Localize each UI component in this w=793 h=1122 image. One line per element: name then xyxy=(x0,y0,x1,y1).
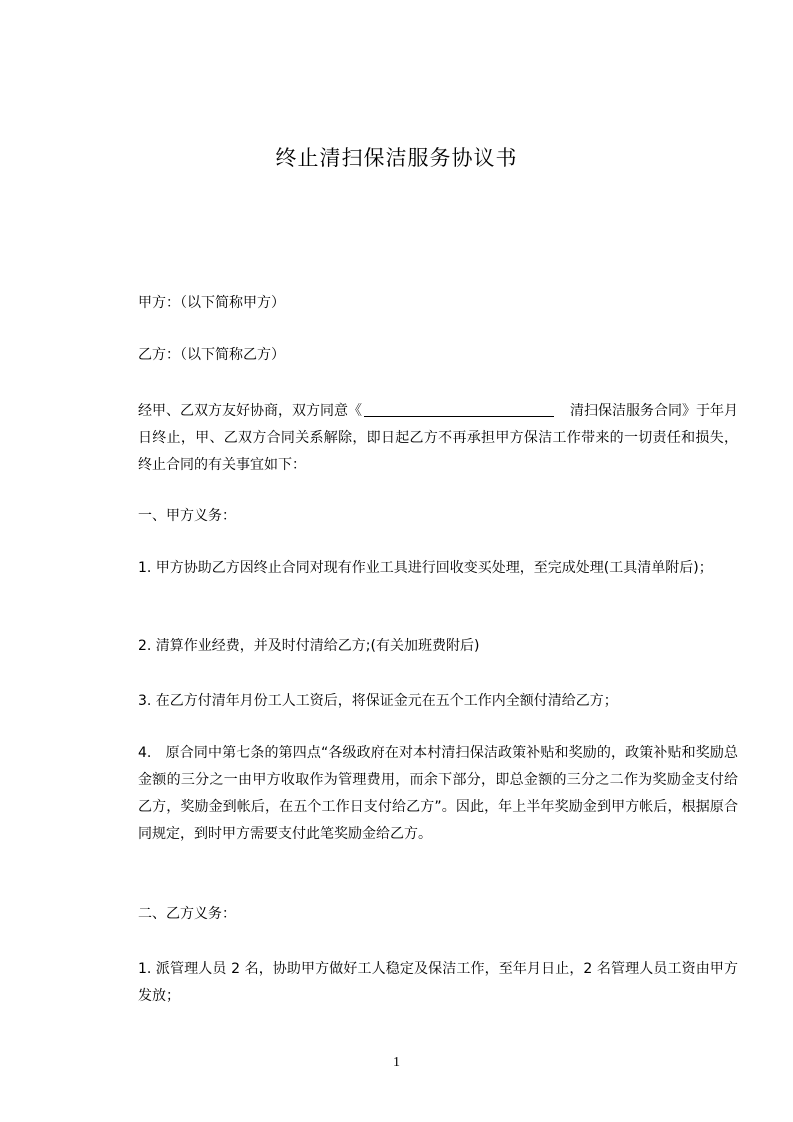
section1-item-2: 2. 清算作业经费，并及时付清给乙方;(有关加班费附后) xyxy=(138,638,480,654)
section2-heading: 二、乙方义务： xyxy=(138,906,236,922)
party-a-line: 甲方：（以下简称甲方） xyxy=(138,295,285,311)
section1-item-3: 3. 在乙方付清年月份工人工资后，将保证金元在五个工作内全额付清给乙方； xyxy=(138,693,618,709)
intro-text-part1: 经甲、乙双方友好协商，双方同意《 xyxy=(138,403,362,419)
page-number: 1 xyxy=(393,1055,400,1070)
section1-item-1: 1. 甲方协助乙方因终止合同对现有作业工具进行回收变买处理，至完成处理(工具清单附后)； xyxy=(138,560,713,576)
section1-heading: 一、甲方义务： xyxy=(138,508,236,524)
section2-item-1: 1. 派管理人员 2 名，协助甲方做好工人稳定及保洁工作，至年月日止，2 名管理人员工资由甲方发放； xyxy=(138,961,738,1004)
intro-paragraph xyxy=(106,398,738,479)
section1-item-4: 4. 原合同中第七条的第四点“各级政府在对本村清扫保洁政策补贴和奖励的，政策补贴和奖励总金额的三分之一由甲方收取作为管理费用，而余下部分，即总金额的三分之二作为奖励金支付给乙方，奖励金到帐后，在五个工作日支付给乙方”。因此，年上半年奖励金到甲方帐后，根据原合同规定，到时甲方需要支付此笔奖励金给乙方。 xyxy=(138,745,738,842)
document-title: 终止清扫保洁服务协议书 xyxy=(275,146,518,170)
contract-name-blank xyxy=(364,402,554,417)
party-b-line: 乙方：（以下简称乙方） xyxy=(138,347,285,363)
intro-text-part2: 清扫保洁服务合同》于年月日终止，甲、乙双方合同关系解除，即日起乙方不再承担甲方保洁工作带来的一切责任和损失，终止合同的有关事宜如下： xyxy=(138,403,738,473)
